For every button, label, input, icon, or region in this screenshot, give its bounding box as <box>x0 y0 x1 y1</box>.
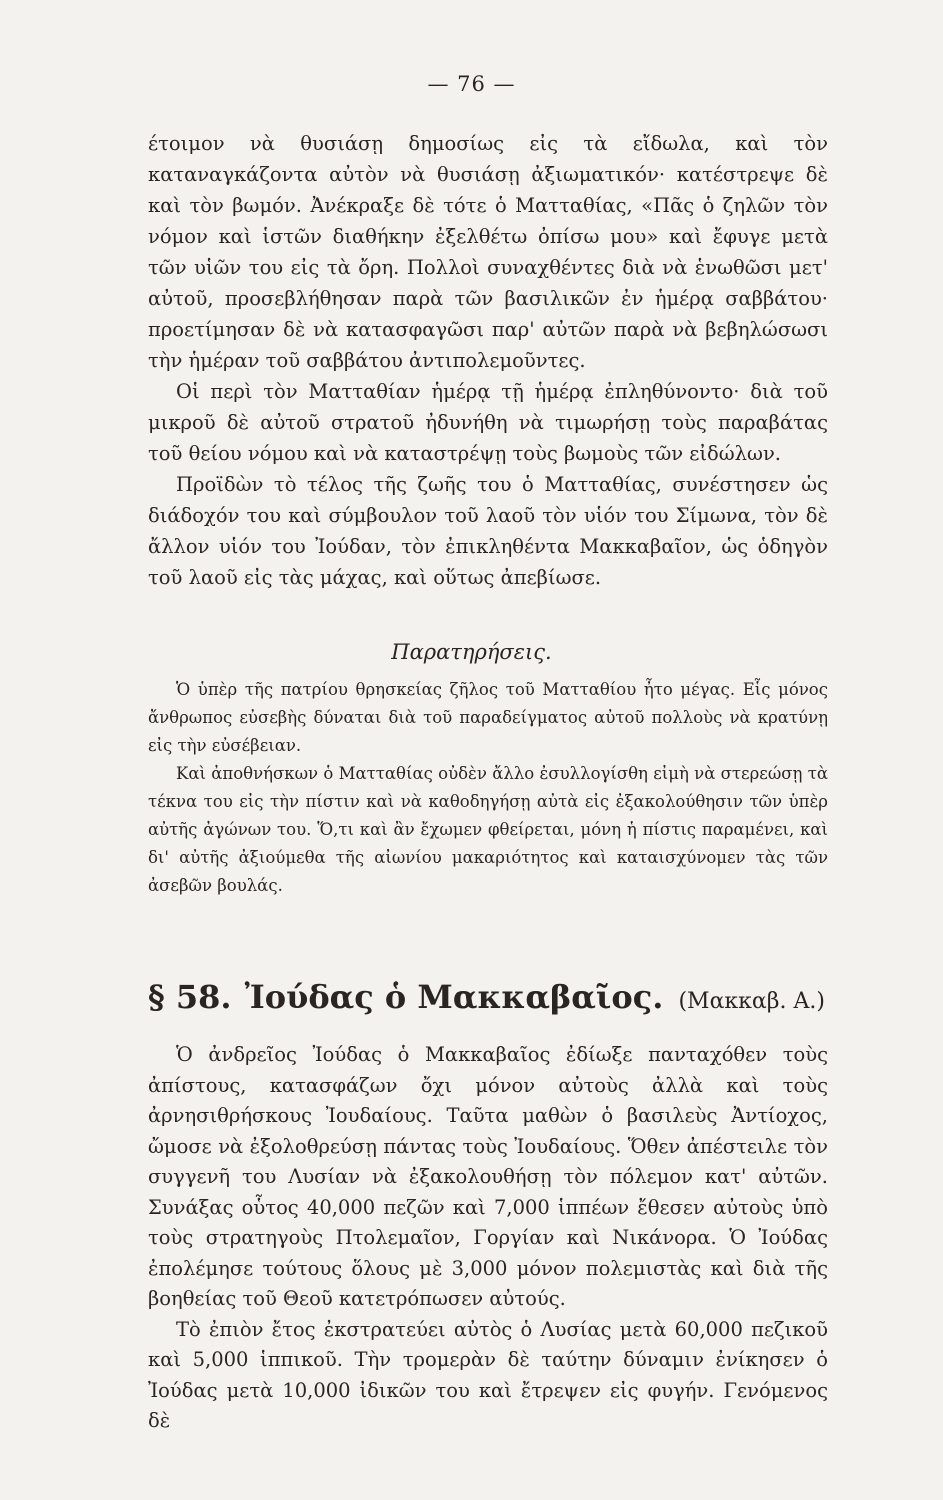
paragraph: Προϊδὼν τὸ τέλος τῆς ζωῆς του ὁ Ματταθίας, συνέστησεν ὡς διάδοχόν του καὶ σύμβουλον τοῦ λαοῦ τὸν υἱόν του Σίμωνα, τὸν δὲ ἄλλον υἱόν του Ἰούδαν, τὸν ἐπικληθέντα Μακκαβαῖον, ὡς ὁδηγὸν τοῦ λαοῦ εἰς τὰς μάχας, καὶ οὕτως ἀπεβίωσε. <box>148 473 828 589</box>
section-text <box>148 1040 828 1437</box>
main-text-top <box>148 128 828 593</box>
notes-heading: Παρατηρήσεις. <box>391 640 552 664</box>
section-title: Ἰούδας ὁ Μακκαβαῖος. <box>244 978 664 1016</box>
paragraph: Ὁ ἀνδρεῖος Ἰούδας ὁ Μακκαβαῖος ἐδίωξε πανταχόθεν τοὺς ἀπίστους, κατασφάζων ὄχι μόνον αὐτοὺς ἀλλὰ καὶ τοὺς ἀρνησιθρήσκους Ἰουδαίους. Ταῦτα μαθὼν ὁ βασιλεὺς Ἀντίοχος, ὤμοσε νὰ ἐξολοθρεύσῃ πάντας τοὺς Ἰουδαίους. Ὅθεν ἀπέστειλε τὸν συγγενῆ του Λυσίαν νὰ ἐξακολουθήσῃ τὸν πόλεμον κατ' αὐτῶν. Συνάξας οὗτος 40,000 πεζῶν καὶ 7,000 ἱππέων ἔθεσεν αὐτοὺς ὑπὸ τοὺς στρατηγοὺς Πτολεμαῖον, Γοργίαν καὶ Νικάνορα. Ὁ Ἰούδας ἐπολέμησε τούτους ὅλους μὲ 3,000 μόνον πολεμιστὰς καὶ διὰ τῆς βοηθείας τοῦ Θεοῦ κατετρόπωσεν αὐτούς. <box>148 1043 828 1310</box>
section-heading <box>148 978 848 1016</box>
paragraph: Τὸ ἐπιὸν ἔτος ἐκστρατεύει αὐτὸς ὁ Λυσίας μετὰ 60,000 πεζικοῦ καὶ 5,000 ἱππικοῦ. Τὴν τρομερὰν δὲ ταύτην δύναμιν ἐνίκησεν ὁ Ἰούδας μετὰ 10,000 ἰδικῶν του καὶ ἔτρεψεν εἰς φυγήν. Γενόμενος δὲ <box>148 1317 828 1432</box>
page-number: — 76 — <box>427 72 516 96</box>
section-number: § 58. <box>148 978 232 1016</box>
paragraph: Οἱ περὶ τὸν Ματταθίαν ἡμέρᾳ τῇ ἡμέρᾳ ἐπληθύνοντο· διὰ τοῦ μικροῦ δὲ αὐτοῦ στρατοῦ ἠδυνήθη νὰ τιμωρήσῃ τοὺς παραβάτας τοῦ θείου νόμου καὶ νὰ καταστρέψῃ τοὺς βωμοὺς τῶν εἰδώλων. <box>148 380 828 465</box>
notes-text <box>148 676 828 900</box>
note-paragraph: Ὁ ὑπὲρ τῆς πατρίου θρησκείας ζῆλος τοῦ Ματταθίου ἦτο μέγας. Εἷς μόνος ἄνθρωπος εὐσεβὴς δύναται διὰ τοῦ παραδείγματος αὐτοῦ πολλοὺς νὰ κρατύνῃ εἰς τὴν εὐσέβειαν. <box>148 680 828 755</box>
note-paragraph: Καὶ ἀποθνήσκων ὁ Ματταθίας οὐδὲν ἄλλο ἐσυλλογίσθη εἰμὴ νὰ στερεώσῃ τὰ τέκνα του εἰς τὴν πίστιν καὶ νὰ καθοδηγήσῃ αὐτὰ εἰς ἐξακολούθησιν τῶν ὑπὲρ αὐτῆς ἀγώνων του. Ὅ,τι καὶ ἂν ἔχωμεν φθείρεται, μόνη ἡ πίστις παραμένει, καὶ δι' αὐτῆς ἀξιούμεθα τῆς αἰωνίου μακαριότητος καὶ καταισχύνομεν τὰς τῶν ἀσεβῶν βουλάς. <box>148 764 828 895</box>
section-reference: (Μακκαβ. Α.) <box>678 989 825 1014</box>
paragraph: έτοιμον νὰ θυσιάσῃ δημοσίως εἰς τὰ εἴδωλα, καὶ τὸν καταναγκάζοντα αὐτὸν νὰ θυσιάσῃ ἀξιωματικόν· κατέστρεψε δὲ καὶ τὸν βωμόν. Ἀνέκραξε δὲ τότε ὁ Ματταθίας, «Πᾶς ὁ ζηλῶν τὸν νόμον καὶ ἱστῶν διαθήκην ἐξελθέτω ὀπίσω μου» καὶ ἔφυγε μετὰ τῶν υἱῶν του εἰς τὰ ὄρη. Πολλοὶ συναχθέντες διὰ νὰ ἑνωθῶσι μετ' αὐτοῦ, προσεβλήθησαν παρὰ τῶν βασιλικῶν ἐν ἡμέρᾳ σαββάτου· προετίμησαν δὲ νὰ κατασφαγῶσι παρ' αὐτῶν παρὰ νὰ βεβηλώσωσι τὴν ἡμέραν τοῦ σαββάτου ἀντιπολεμοῦντες. <box>148 132 828 372</box>
